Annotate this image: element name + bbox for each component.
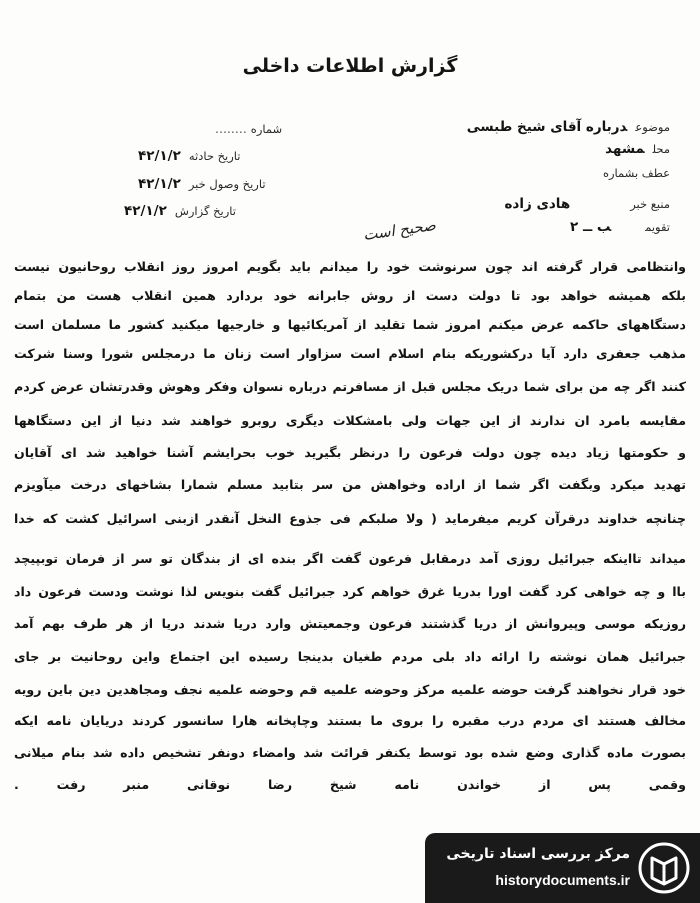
source-row (504, 196, 670, 212)
body-line: باا و چه خواهی کرد گفت اورا بدریا غرق خواهم کرد جبرائیل گفت بنویس لذا نوشت ودست فرعون داد (14, 584, 686, 599)
source-label: منبع خبر (630, 197, 670, 211)
body-line: خود قرار نخواهند گرفت حوضه علمیه مرکز وحوضه علمیه قم وحوضه علمیه نجف ومجاهدین دین باین رویه (14, 682, 686, 697)
received-date-label: تاریخ وصول خبر (188, 177, 266, 191)
body-line: چنانچه خداوند درقرآن کریم میفرماید ( ولا صلبکم فی جذوع النخل آنقدر ازبنی اسرائیل کشت که خدا (14, 511, 686, 526)
report-date-label: تاریخ گزارش (174, 204, 236, 218)
body-line: دستگاههای حاکمه عرض میکنم امروز شما تقلید از آمریکائیها و خارجیها میکنید کشور ما مسلمان است (14, 317, 686, 332)
subject-value: درباره آقای شیخ طبسی (466, 119, 628, 135)
body-line: بصورت ماده گذاری وضع شده بود توسط یکنفر قرائت شد وامضاء دونفر تشخیص داده شد بنام میلانی (14, 745, 686, 760)
body-line: کنند اگر چه من برای شما دریک مجلس قبل از مسافرتم درباره نسوان وفکر وهوش وقدرتشان عرض کردم (14, 379, 686, 394)
book-icon (638, 842, 690, 894)
subject-label: موضوع (635, 120, 670, 134)
archive-url: historydocuments.ir (495, 872, 630, 888)
report-date-row (124, 203, 236, 219)
rating-value: ب ــ ۲ (570, 219, 612, 235)
body-line: تهدید میکرد وبگفت اگر شما از اراده وخواهش من سر بتابید مسلم شمارا بشاخهای درخت میآویزم (14, 477, 686, 492)
archive-watermark (425, 833, 700, 903)
report-date-value: ۴۲/۱/۲ (124, 203, 167, 219)
reference-label: عطف بشماره (602, 166, 670, 180)
number-label: شماره (250, 122, 283, 136)
body-line: وانتظامی قرار گرفته اند چون سرنوشت خود را میدانم باید بگویم امروز روز انقلاب روحانیون نیست (14, 259, 686, 274)
body-line: مخالف هستند ای مردم درب مقبره را بروی ما بستند وچاپخانه هارا سانسور کردند دریایان نامه ایکه (14, 713, 686, 728)
incident-date-value: ۴۲/۱/۲ (138, 148, 181, 164)
rating-row (570, 219, 670, 235)
body-line: روزیکه موسی وپیروانش از دریا گذشتند فرعون وجمعیتش وارد دریا شدند دریا از هر طرف بهم آمد (14, 616, 686, 631)
received-date-value: ۴۲/۱/۲ (138, 176, 181, 192)
number-row (215, 121, 282, 136)
number-dots: ........ (215, 121, 247, 136)
body-line: بلکه همیشه خواهد بود تا دولت دست از روش جابرانه خود بردارد همین انقلاب هست من بتمام (14, 288, 686, 303)
body-line: جبرائیل همان نوشته را ارائه داد بلی مردم طغیان بدینجا رسیده این اجتماع واین روحانیت بر جای (14, 649, 686, 664)
handwritten-signature: صحیح است (362, 216, 437, 244)
subject-row (467, 119, 670, 135)
place-label: محل (652, 142, 670, 156)
place-row (605, 141, 670, 157)
source-value: هادی زاده (504, 196, 571, 212)
reference-row (603, 165, 670, 180)
body-line: وقمی پس از خواندن نامه شیخ رضا نوقانی منبر رفت . (14, 777, 686, 792)
received-date-row (138, 176, 266, 192)
document-title: گزارش اطلاعات داخلی (242, 55, 458, 77)
rating-label: تقویم (645, 220, 670, 234)
place-value: مشهد (605, 141, 645, 157)
incident-date-label: تاریخ حادثه (188, 149, 241, 163)
body-line: میداند تااینکه جبرائیل روزی آمد درمقابل فرعون گفت اگر بنده ای از بندگان تو سر از فرمان توبپیچد (14, 551, 686, 566)
body-line: مذهب جعفری دارد آیا درکشوریکه بنام اسلام است سزاوار است زنان ما درمجلس شورا وسنا شرکت (14, 346, 686, 361)
body-line: مقایسه بامرد ان ندارند از این جهات ولی بامشکلات دیگری روبرو خواهند شد دنیا از این دستگاهها (14, 413, 686, 428)
archive-name: مرکز بررسی اسناد تاریخی (446, 846, 630, 862)
incident-date-row (138, 148, 240, 164)
body-line: و حکومتها زیاد دیده چون دولت فرعون را درنظر بگیرید خوب بحرایشم آشنا خواهید شد ای آقایان (14, 445, 686, 460)
